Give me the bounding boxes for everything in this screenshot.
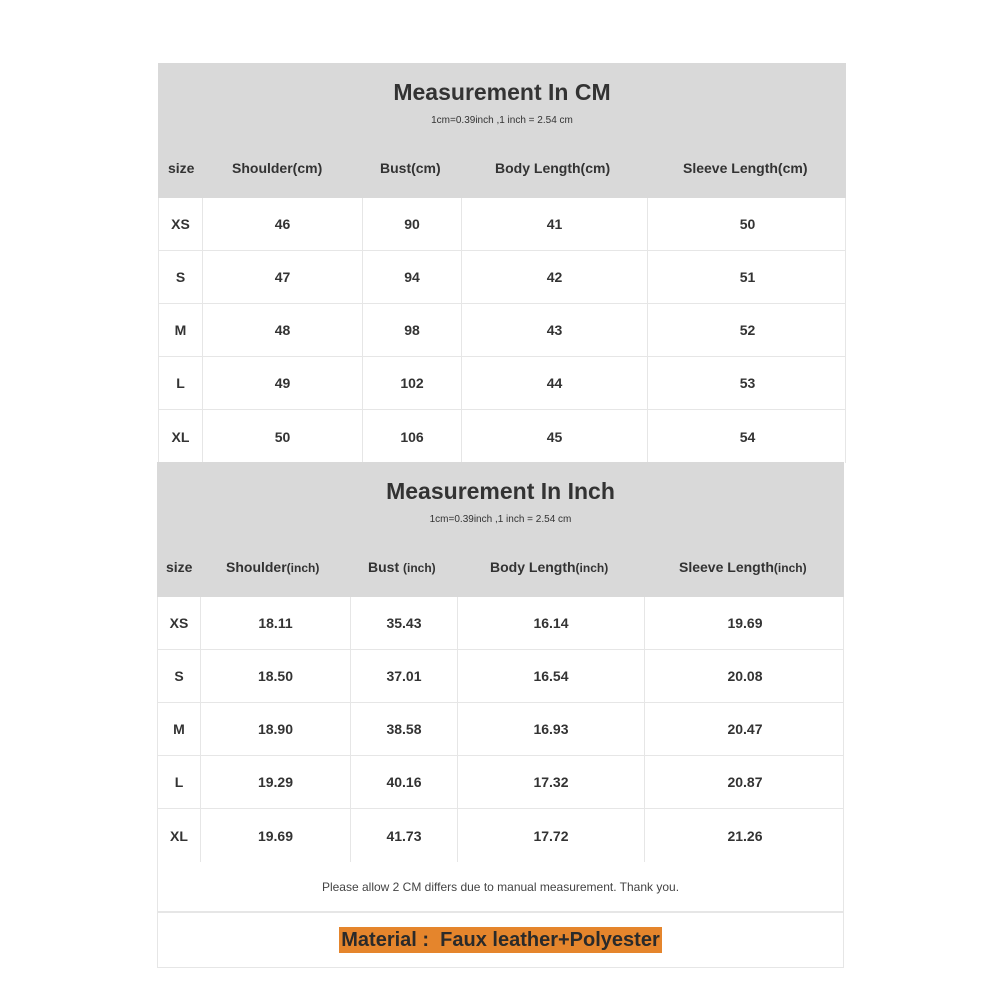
- shoulder-cell: 48: [202, 304, 362, 356]
- body-length-cell: 17.72: [457, 809, 644, 862]
- cm-col-size: size: [168, 160, 195, 176]
- bust-cell: 35.43: [350, 597, 457, 649]
- table-row: [158, 809, 843, 862]
- size-cell: M: [173, 721, 185, 737]
- inch-col-shoulder-label: Shoulder: [226, 559, 287, 575]
- size-cell: XS: [169, 615, 189, 631]
- material-row: [157, 912, 844, 968]
- inch-col-bust-unit: (inch): [403, 561, 436, 575]
- bust-cell: 106: [362, 410, 461, 463]
- sleeve-length-cell: 19.69: [644, 597, 845, 649]
- bust-cell: 40.16: [350, 756, 457, 808]
- sleeve-length-cell: 20.47: [644, 703, 845, 755]
- inch-col-body-length: [490, 559, 608, 575]
- size-cell: S: [175, 269, 186, 285]
- cm-col-body-length: Body Length(cm): [495, 160, 611, 176]
- inch-col-bust-label: Bust: [368, 559, 403, 575]
- bust-cell: 37.01: [350, 650, 457, 702]
- inch-col-sleeve-length-unit: (inch): [773, 561, 807, 575]
- table-row: [158, 597, 843, 650]
- sleeve-length-cell: 50: [647, 198, 847, 250]
- measurement-note: Please allow 2 CM differs due to manual measurement. Thank you.: [157, 862, 844, 912]
- cm-table-subtitle: 1cm=0.39inch ,1 inch = 2.54 cm: [431, 115, 573, 126]
- inch-table-body: [157, 597, 844, 862]
- body-length-cell: 45: [461, 410, 647, 463]
- table-row: [159, 198, 845, 251]
- body-length-cell: 43: [461, 304, 647, 356]
- sleeve-length-cell: 20.87: [644, 756, 845, 808]
- table-row: [159, 251, 845, 304]
- sleeve-length-cell: 54: [647, 410, 847, 463]
- table-row: [159, 410, 845, 463]
- size-cell: M: [174, 322, 187, 338]
- table-row: [158, 756, 843, 809]
- shoulder-cell: 19.29: [200, 756, 350, 808]
- table-row: [159, 357, 845, 410]
- size-cell: S: [174, 668, 184, 684]
- shoulder-cell: 18.90: [200, 703, 350, 755]
- cm-col-sleeve-length: Sleeve Length(cm): [683, 160, 808, 176]
- inch-table-header: [157, 462, 844, 597]
- shoulder-cell: 19.69: [200, 809, 350, 862]
- material-label: Material : Faux leather+Polyester: [341, 929, 660, 951]
- bust-cell: 102: [362, 357, 461, 409]
- size-cell: XS: [171, 216, 190, 232]
- sleeve-length-cell: 52: [647, 304, 847, 356]
- inch-measurement-table: [157, 462, 844, 862]
- inch-col-body-length-label: Body Length: [490, 559, 576, 575]
- body-length-cell: 44: [461, 357, 647, 409]
- body-length-cell: 42: [461, 251, 647, 303]
- shoulder-cell: 49: [202, 357, 362, 409]
- inch-table-title: Measurement In Inch: [386, 478, 615, 504]
- cm-table-body: [158, 198, 846, 463]
- body-length-cell: 16.54: [457, 650, 644, 702]
- shoulder-cell: 18.11: [200, 597, 350, 649]
- cm-measurement-table: [158, 63, 846, 463]
- inch-col-shoulder-unit: (inch): [286, 561, 320, 575]
- cm-table-title: Measurement In CM: [393, 79, 611, 105]
- sleeve-length-cell: 51: [647, 251, 847, 303]
- size-cell: L: [176, 375, 185, 391]
- inch-col-sleeve-length: [679, 559, 807, 575]
- inch-col-size-label: size: [166, 559, 193, 575]
- bust-cell: 98: [362, 304, 461, 356]
- bust-cell: 38.58: [350, 703, 457, 755]
- shoulder-cell: 46: [202, 198, 362, 250]
- body-length-cell: 16.93: [457, 703, 644, 755]
- shoulder-cell: 18.50: [200, 650, 350, 702]
- shoulder-cell: 47: [202, 251, 362, 303]
- inch-col-body-length-unit: (inch): [575, 561, 609, 575]
- cm-table-header: [158, 63, 846, 198]
- shoulder-cell: 50: [202, 410, 362, 463]
- bust-cell: 41.73: [350, 809, 457, 862]
- table-row: [158, 650, 843, 703]
- size-cell: XL: [170, 827, 188, 844]
- inch-col-sleeve-length-label: Sleeve Length: [679, 559, 774, 575]
- size-cell: L: [174, 774, 184, 790]
- inch-col-shoulder: [226, 559, 319, 575]
- sleeve-length-cell: 21.26: [644, 809, 845, 862]
- inch-table-subtitle: 1cm=0.39inch ,1 inch = 2.54 cm: [429, 514, 572, 525]
- cm-col-shoulder: Shoulder(cm): [232, 160, 323, 176]
- size-cell: XL: [171, 428, 190, 445]
- cm-column-headers: [158, 160, 846, 180]
- sleeve-length-cell: 53: [647, 357, 847, 409]
- table-row: [159, 304, 845, 357]
- body-length-cell: 41: [461, 198, 647, 250]
- inch-column-headers: [157, 559, 844, 579]
- sleeve-length-cell: 20.08: [644, 650, 845, 702]
- inch-col-size: [166, 559, 192, 575]
- bust-cell: 90: [362, 198, 461, 250]
- inch-col-bust: [368, 559, 436, 575]
- bust-cell: 94: [362, 251, 461, 303]
- body-length-cell: 16.14: [457, 597, 644, 649]
- table-row: [158, 703, 843, 756]
- body-length-cell: 17.32: [457, 756, 644, 808]
- cm-col-bust: Bust(cm): [380, 160, 441, 176]
